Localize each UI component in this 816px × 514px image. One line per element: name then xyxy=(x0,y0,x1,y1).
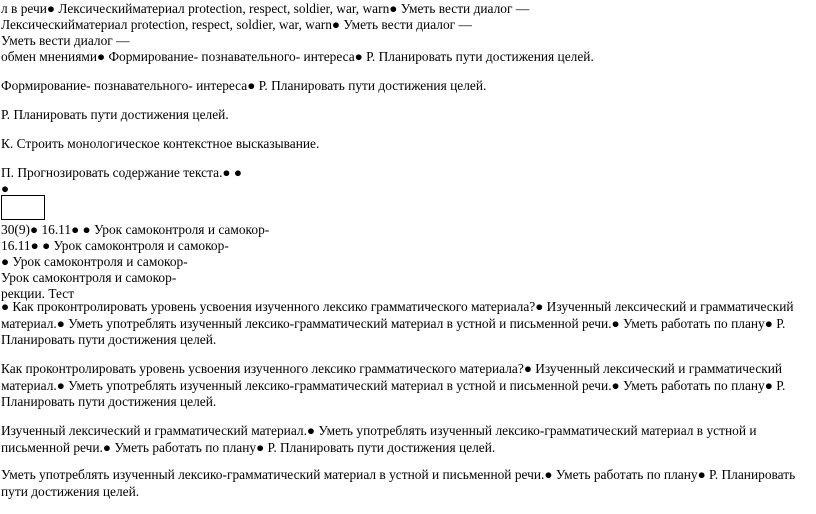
text-line: Р. Планировать пути достижения целей. xyxy=(1,107,229,122)
text-line: л в речи● Лексическийматериал protection, respect, soldier, war, warn● Уметь вести диалог — xyxy=(1,1,530,16)
text-line: Урок самоконтроля и самокор- xyxy=(1,270,177,285)
text-line: ● Урок самоконтроля и самокор- xyxy=(1,254,188,269)
text-line: Уметь вести диалог — xyxy=(1,33,130,48)
text-line: обмен мнениями● Формирование- познавательного- интереса● Р. Планировать пути достижения целей. xyxy=(1,49,594,64)
text-paragraph: Уметь употреблять изученный лексико-грамматический материал в устной и письменной речи.● Уметь работать по плану● Р. Планировать пути достижения целей. xyxy=(1,467,796,499)
text-paragraph: Изученный лексический и грамматический материал.● Уметь употреблять изученный лексико-грамматический материал в устной и письменной речи.● Уметь работать по плану● Р. Планировать пути достижения целей. xyxy=(1,423,757,455)
text-line: П. Прогнозировать содержание текста.● ● xyxy=(1,165,242,180)
text-line: ● xyxy=(1,181,10,196)
empty-cell-box xyxy=(1,195,45,220)
text-paragraph: Как проконтролировать уровень усвоения изученного лексико грамматического материала?● Изученный лексический и грамматический материал.● Уметь употреблять изученный лексико-грамматический материал в устной и письменной речи.● Уметь работать по плану● Р. Планировать пути достижения целей. xyxy=(1,361,786,409)
text-line: 30(9)● 16.11● ● Урок самоконтроля и самокор- xyxy=(1,222,270,237)
text-paragraph: ● Как проконтролировать уровень усвоения изученного лексико грамматического материала?● Изученный лексический и грамматический материал.● Уметь употреблять изученный лексико-грамматический материал в устной и письменной речи.● Уметь работать по плану● Р. Планировать пути достижения целей. xyxy=(1,299,794,347)
text-line: Лексическийматериал protection, respect, soldier, war, warn● Уметь вести диалог — xyxy=(1,17,472,32)
text-line: К. Строить монологическое контекстное высказывание. xyxy=(1,136,320,151)
text-line: Формирование- познавательного- интереса● Р. Планировать пути достижения целей. xyxy=(1,78,487,93)
text-line: 16.11● ● Урок самоконтроля и самокор- xyxy=(1,238,229,253)
text-line: рекции. Тест xyxy=(1,286,75,301)
